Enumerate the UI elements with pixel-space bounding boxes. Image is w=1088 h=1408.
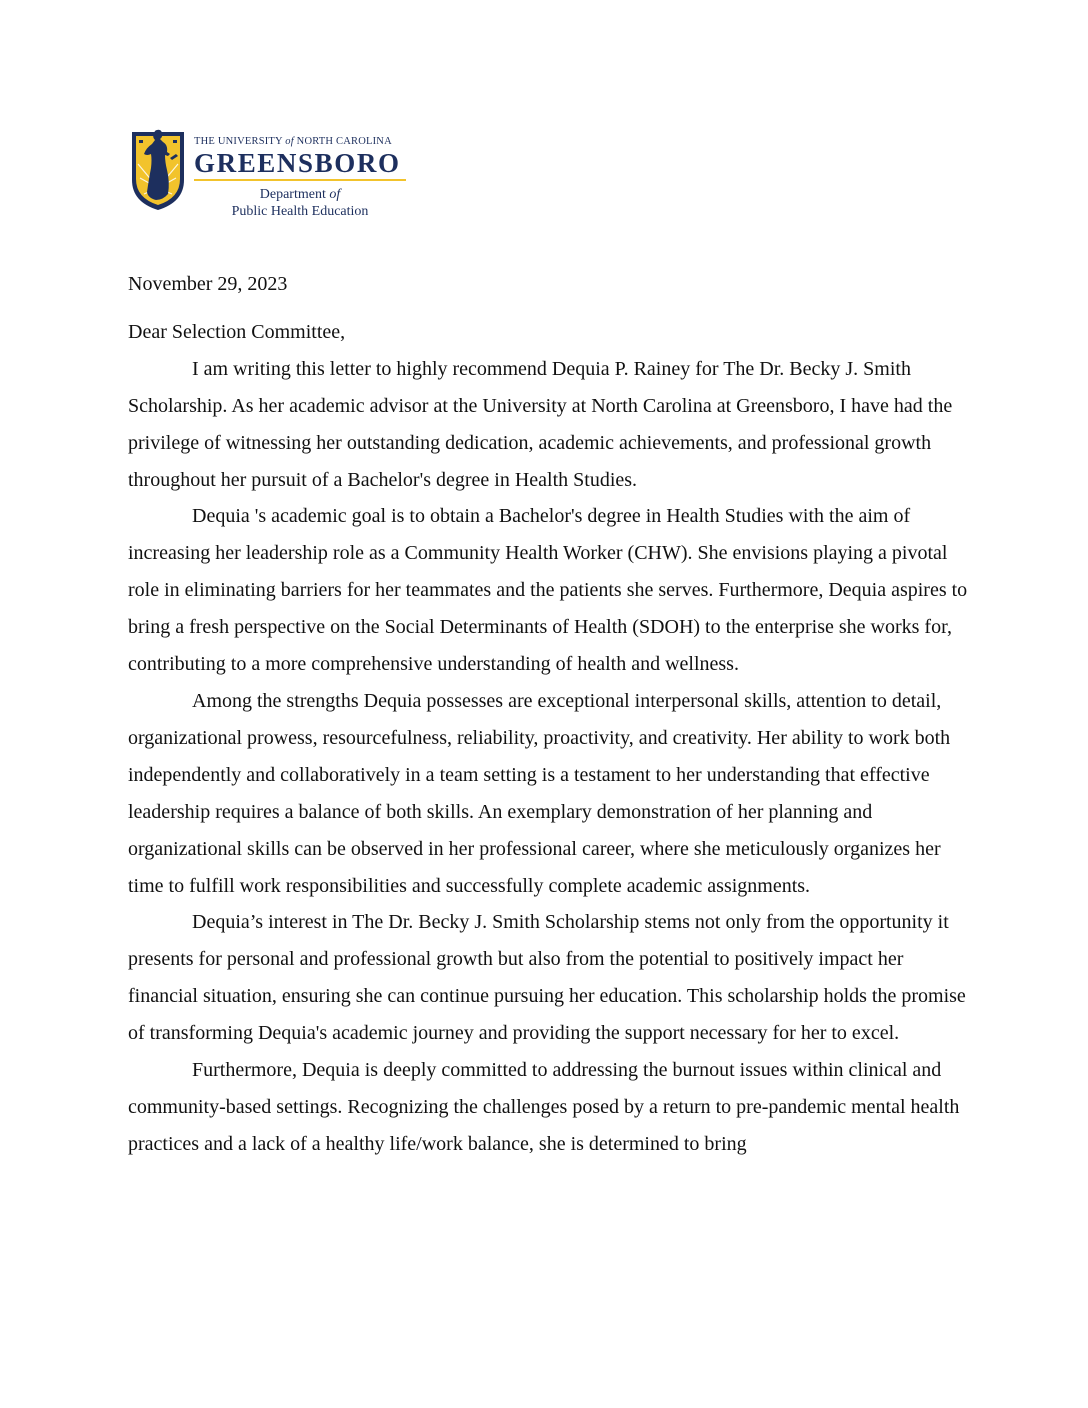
gold-rule [194, 179, 406, 181]
letter-body [128, 266, 968, 1163]
paragraph-5: Furthermore, Dequia is deeply committed to addressing the burnout issues within clinical and community-based settings. Recognizing the challenges posed by a return to pre-pandemic mental health practices and a lack of a healthy life/work balance, she is determined to bring [128, 1059, 960, 1155]
university-line-of: of [285, 136, 294, 147]
department-name [194, 186, 406, 220]
university-line-part2: NORTH CAROLINA [293, 136, 392, 147]
university-line-part1: THE UNIVERSITY [194, 136, 286, 147]
letterhead-text [194, 136, 414, 220]
letterhead [130, 128, 420, 224]
salutation: Dear Selection Committee, [128, 320, 346, 343]
university-line [194, 136, 414, 148]
university-seal-icon [130, 128, 186, 212]
department-line2: Public Health Education [231, 204, 369, 219]
paragraph-1: I am writing this letter to highly recommend Dequia P. Rainey for The Dr. Becky J. Smith Scholarship. As her academic advisor at the University at North Carolina at Greensboro, I have had the privilege of witnessing her outstanding dedication, academic achievements, and professional growth throughout her pursuit of a Bachelor's degree in Health Studies. [128, 357, 953, 491]
department-line1: Department [259, 187, 330, 202]
paragraph-3: Among the strengths Dequia possesses are exceptional interpersonal skills, attention to detail, organizational prowess, resourcefulness, reliability, proactivity, and creativity. Her ability to work both independently and collaboratively in a team setting is a testament to her understanding that effective leadership requires a balance of both skills. An exemplary demonstration of her planning and organizational skills can be observed in her professional career, where she meticulously organizes her time to fulfill work responsibilities and successfully complete academic assignments. [128, 689, 951, 897]
department-of: of [329, 187, 341, 202]
university-name: GREENSBORO [194, 148, 401, 178]
letter-date: November 29, 2023 [128, 273, 288, 295]
paragraph-4: Dequia’s interest in The Dr. Becky J. Smith Scholarship stems not only from the opportunity it presents for personal and professional growth but also from the potential to positively impact her financial situation, ensuring she can continue pursuing her education. This scholarship holds the promise of transforming Dequia's academic journey and providing the support necessary for her to excel. [128, 911, 966, 1045]
paragraph-2: Dequia 's academic goal is to obtain a Bachelor's degree in Health Studies with the aim of increasing her leadership role as a Community Health Worker (CHW). She envisions playing a pivotal role in eliminating barriers for her teammates and the patients she serves. Furthermore, Dequia aspires to bring a fresh perspective on the Social Determinants of Health (SDOH) to the enterprise she works for, contributing to a more comprehensive understanding of health and wellness. [128, 505, 968, 676]
